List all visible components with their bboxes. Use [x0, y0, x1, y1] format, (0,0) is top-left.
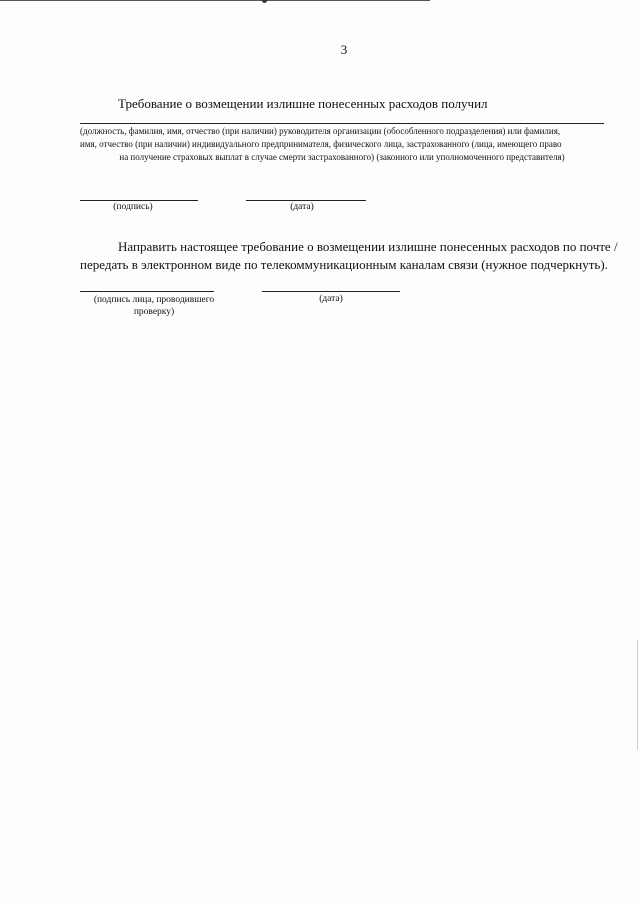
inspector-signature-line [80, 291, 214, 292]
recipient-signature-label: (подпись) [113, 202, 153, 212]
scan-artifact-mark [262, 0, 267, 3]
recipient-date-label: (дата) [290, 202, 314, 212]
page-number: 3 [340, 42, 348, 57]
recipient-signature-line [80, 200, 198, 201]
scan-artifact-edge [637, 640, 638, 750]
recipient-caption-line-3: на получение страховых выплат в случае смерти застрахованного) (законного или уполномоченного представителя) [119, 152, 565, 162]
delivery-instruction-line-2: передать в электронном виде по телекоммуникационным каналам связи (нужное подчеркнуть). [80, 257, 608, 272]
inspector-signature-label-line-1: (подпись лица, проводившего [93, 295, 215, 305]
inspector-signature-label-line-2: проверку) [133, 307, 175, 317]
delivery-instruction [80, 238, 618, 274]
delivery-instruction-line-1: Направить настоящее требование о возмещении излишне понесенных расходов по почте / [118, 239, 618, 254]
recipient-name-line [80, 123, 604, 124]
recipient-date-line [246, 200, 366, 201]
inspector-date-label: (дата) [319, 294, 343, 304]
recipient-caption-line-1: (должность, фамилия, имя, отчество (при наличии) руководителя организации (обособленного подразделения) или фамилия, [80, 126, 561, 136]
recipient-caption [80, 125, 604, 164]
received-by-heading: Требование о возмещении излишне понесенных расходов получил [118, 96, 488, 111]
inspector-signature-label [74, 294, 234, 318]
inspector-date-line [262, 291, 400, 292]
recipient-caption-line-2: имя, отчество (при наличии) индивидуального предпринимателя, физического лица, застрахованного (лица, имеющего право [80, 139, 562, 149]
scan-artifact-top-line [0, 0, 430, 1]
